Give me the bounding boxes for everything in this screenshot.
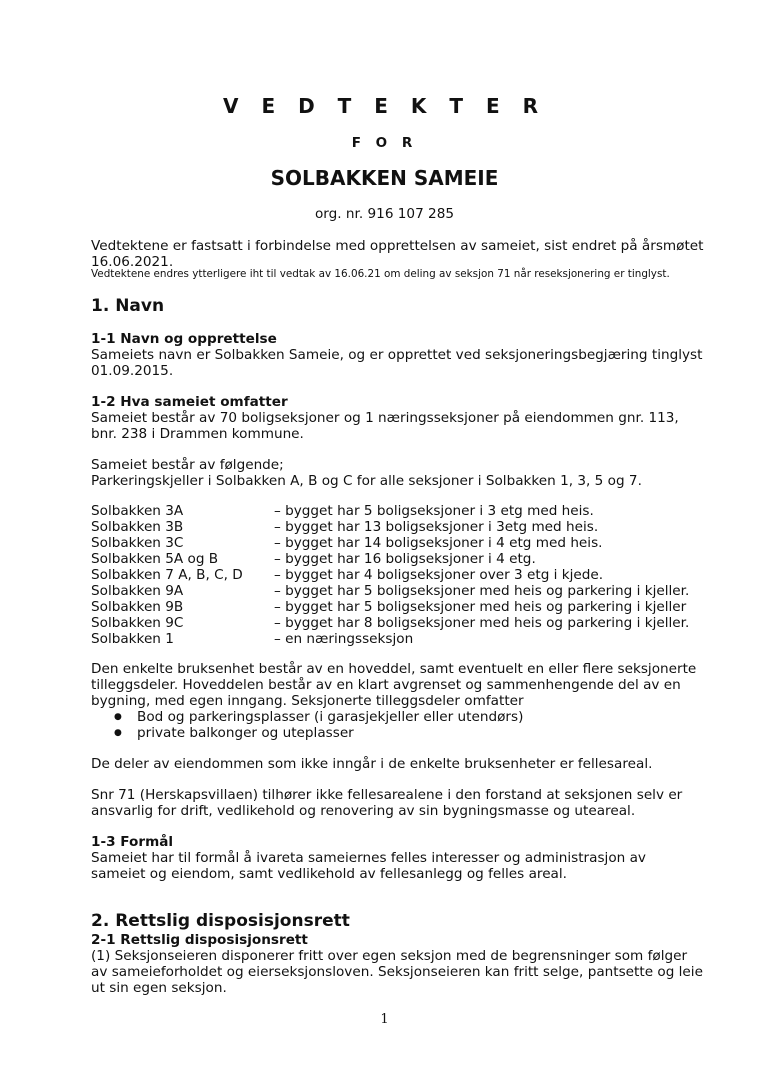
intro-line-1: Vedtektene er fastsatt i forbindelse med opprettelsen av sameiet, sist endret på årsmøtet — [91, 238, 704, 254]
bullet-item: private balkonger og uteplasser — [137, 725, 354, 741]
for-word: F O R — [351, 135, 418, 151]
intro-note: Vedtektene endres ytterligere iht til vedtak av 16.06.21 om deling av seksjon 71 når reseksjonering er tinglyst. — [91, 268, 670, 280]
snr71-line: Snr 71 (Herskapsvillaen) tilhører ikke fellesarealene i den forstand at seksjonen selv er — [91, 787, 683, 803]
unit-paragraph-line: Den enkelte bruksenhet består av en hoveddel, samt eventuelt en eller flere seksjonerte — [91, 661, 697, 677]
bullet-icon: ● — [114, 712, 122, 722]
snr71-line: ansvarlig for drift, vedlikehold og renovering av sin bygningsmasse og uteareal. — [91, 803, 636, 819]
subsection-1-1-line: 01.09.2015. — [91, 363, 174, 379]
document-title: V E D T E K T E R — [223, 94, 546, 118]
unit-paragraph-line: tilleggsdeler. Hoveddelen består av en klart avgrenset og sammenhengende del av en — [91, 677, 681, 693]
building-description: – en næringsseksjon — [274, 631, 414, 647]
building-description: – bygget har 8 boligseksjoner med heis og parkering i kjeller. — [274, 615, 690, 631]
building-name: Solbakken 3A — [91, 503, 184, 519]
subsection-1-3-line: sameiet og eiendom, samt vedlikehold av fellesanlegg og felles areal. — [91, 866, 567, 882]
common-area-line: De deler av eiendommen som ikke inngår i de enkelte bruksenheter er fellesareal. — [91, 756, 653, 772]
subsection-1-2-line: Sameiet består av 70 boligseksjoner og 1 næringsseksjoner på eiendommen gnr. 113, — [91, 410, 679, 426]
subsection-2-1-heading: 2-1 Rettslig disposisjonsrett — [91, 932, 308, 948]
sameie-name: SOLBAKKEN SAMEIE — [270, 166, 499, 190]
building-name: Solbakken 9A — [91, 583, 184, 599]
bullet-item: Bod og parkeringsplasser (i garasjekjeller eller utendørs) — [137, 709, 524, 725]
building-name: Solbakken 9C — [91, 615, 184, 631]
building-name: Solbakken 5A og B — [91, 551, 219, 567]
bullet-icon: ● — [114, 728, 122, 738]
subsection-1-2-line: bnr. 238 i Drammen kommune. — [91, 426, 304, 442]
building-description: – bygget har 13 boligseksjoner i 3etg med heis. — [274, 519, 599, 535]
consists-line: Parkeringskjeller i Solbakken A, B og C for alle seksjoner i Solbakken 1, 3, 5 og 7. — [91, 473, 642, 489]
subsection-1-3-line: Sameiet har til formål å ivareta sameiernes felles interesser og administrasjon av — [91, 850, 646, 866]
subsection-2-1-line: ut sin egen seksjon. — [91, 980, 227, 996]
building-name: Solbakken 3B — [91, 519, 184, 535]
section-1-heading: 1. Navn — [91, 296, 165, 316]
building-name: Solbakken 9B — [91, 599, 184, 615]
org-number: org. nr. 916 107 285 — [314, 206, 455, 222]
building-description: – bygget har 5 boligseksjoner med heis og parkering i kjeller — [274, 599, 687, 615]
subsection-1-1-line: Sameiets navn er Solbakken Sameie, og er opprettet ved seksjoneringsbegjæring tinglyst — [91, 347, 703, 363]
intro-line-2: 16.06.2021. — [91, 254, 174, 270]
unit-paragraph-line: bygning, med egen inngang. Seksjonerte tilleggsdeler omfatter — [91, 693, 524, 709]
building-description: – bygget har 5 boligseksjoner med heis og parkering i kjeller. — [274, 583, 690, 599]
building-description: – bygget har 4 boligseksjoner over 3 etg i kjede. — [274, 567, 604, 583]
consists-line: Sameiet består av følgende; — [91, 457, 284, 473]
building-name: Solbakken 1 — [91, 631, 174, 647]
subsection-1-3-heading: 1-3 Formål — [91, 834, 174, 850]
subsection-1-1-heading: 1-1 Navn og opprettelse — [91, 331, 277, 347]
page-number: 1 — [380, 1012, 389, 1027]
subsection-1-2-heading: 1-2 Hva sameiet omfatter — [91, 394, 288, 410]
building-name: Solbakken 7 A, B, C, D — [91, 567, 243, 583]
section-2-heading: 2. Rettslig disposisjonsrett — [91, 911, 350, 931]
building-description: – bygget har 5 boligseksjoner i 3 etg med heis. — [274, 503, 594, 519]
subsection-2-1-line: (1) Seksjonseieren disponerer fritt over egen seksjon med de begrensninger som følger — [91, 948, 688, 964]
building-name: Solbakken 3C — [91, 535, 184, 551]
building-description: – bygget har 16 boligseksjoner i 4 etg. — [274, 551, 536, 567]
building-description: – bygget har 14 boligseksjoner i 4 etg med heis. — [274, 535, 603, 551]
subsection-2-1-line: av sameieforholdet og eierseksjonsloven. Seksjonseieren kan fritt selge, pantsette og leie — [91, 964, 703, 980]
